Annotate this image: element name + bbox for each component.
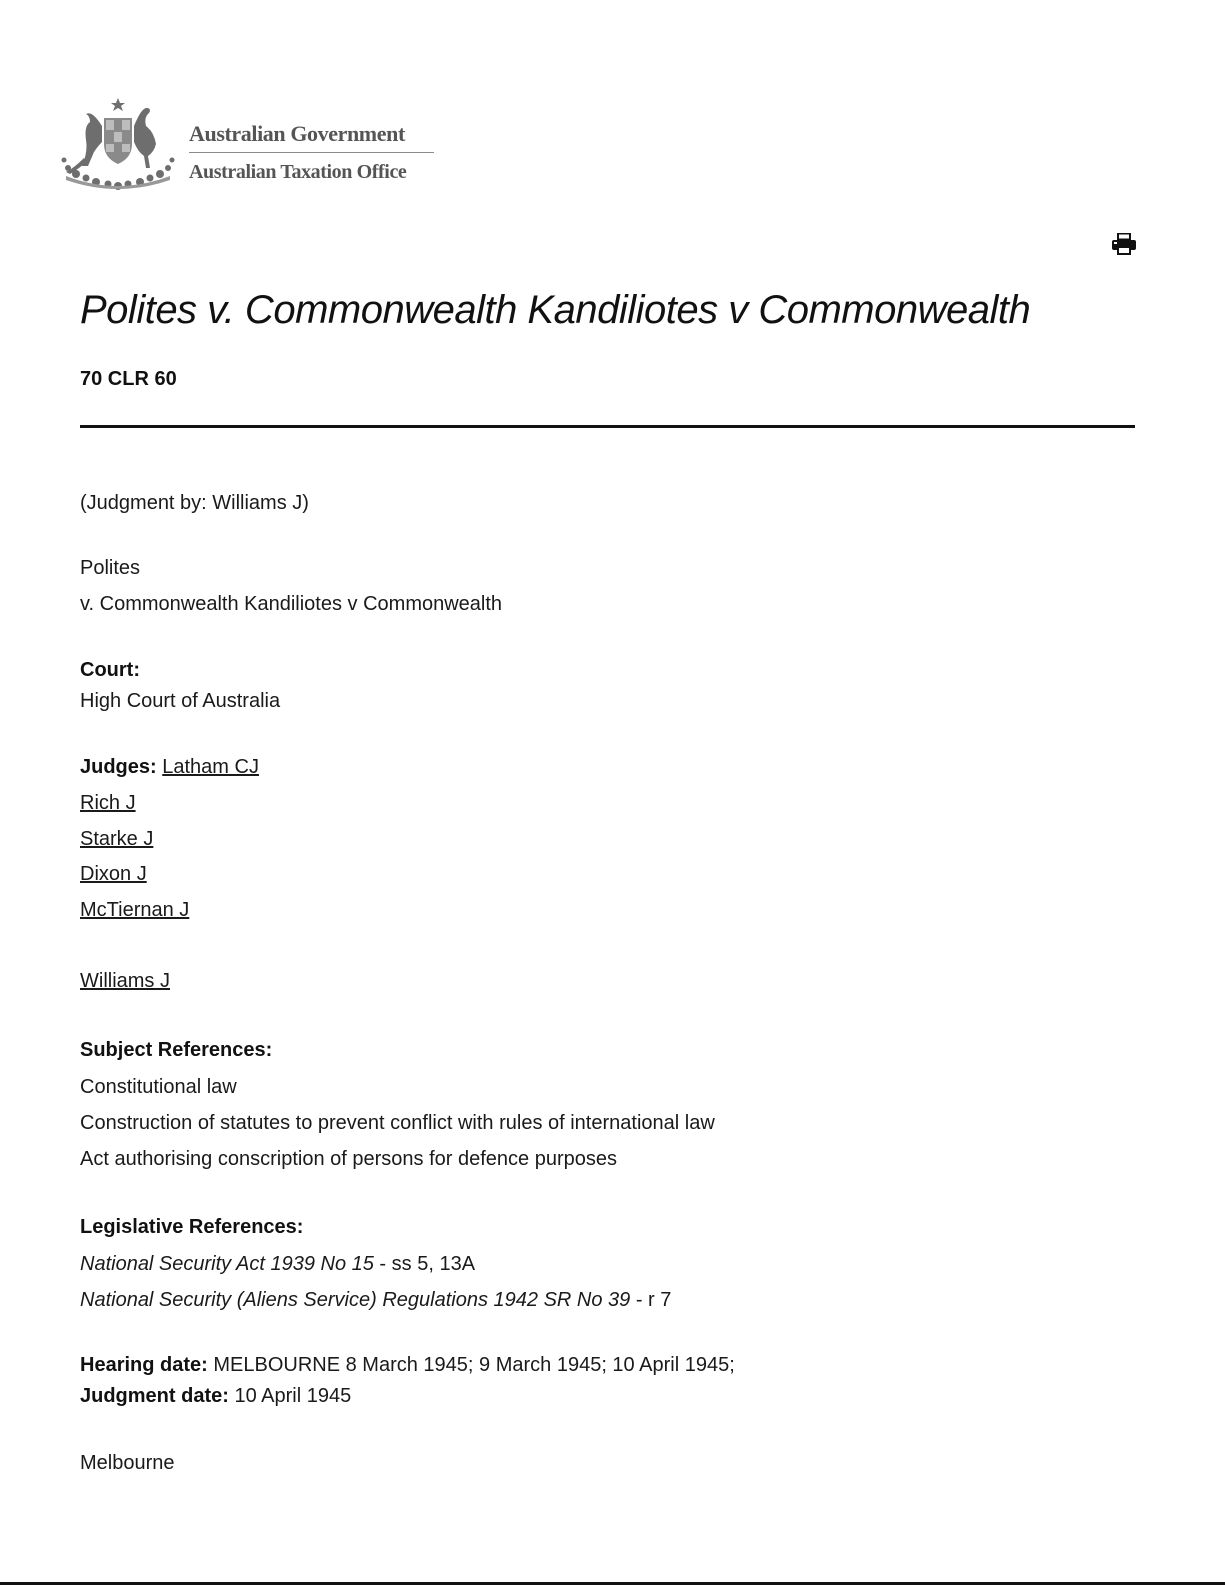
subject-references-label: Subject References: — [80, 1039, 273, 1061]
judges-row — [80, 754, 259, 780]
hearing-date-label: Hearing date: — [80, 1354, 208, 1376]
act-name: National Security (Aliens Service) Regulations 1942 SR No 39 — [80, 1289, 631, 1311]
act-section: - ss 5, 13A — [373, 1253, 476, 1275]
judgment-by: (Judgment by: Williams J) — [80, 492, 309, 514]
case-citation: 70 CLR 60 — [80, 368, 177, 390]
judge-link[interactable]: Dixon J — [80, 863, 147, 885]
coat-of-arms-icon — [56, 96, 180, 192]
logo-agency-text: Australian Taxation Office — [189, 161, 407, 183]
act-name: National Security Act 1939 No 15 — [80, 1253, 374, 1275]
logo-government-text: Australian Government — [189, 120, 434, 153]
logo-text — [189, 120, 434, 185]
legislative-reference — [80, 1251, 475, 1277]
subject-reference: Constitutional law — [80, 1076, 237, 1098]
court-label: Court: — [80, 659, 140, 681]
act-section: - r 7 — [630, 1289, 672, 1311]
hearing-date — [80, 1352, 735, 1378]
judge-link[interactable]: Starke J — [80, 828, 154, 850]
author-judge-link[interactable]: Williams J — [80, 970, 170, 992]
judgment-date-value: 10 April 1945 — [228, 1385, 352, 1407]
judge-link[interactable]: Latham CJ — [162, 756, 259, 778]
legislative-reference — [80, 1287, 671, 1313]
subject-reference: Construction of statutes to prevent conflict with rules of international law — [80, 1112, 715, 1134]
case-name-line2: v. Commonwealth Kandiliotes v Commonwealth — [80, 593, 503, 615]
title-divider — [80, 425, 1135, 428]
case-name-line1: Polites — [80, 557, 141, 579]
legislative-references-label: Legislative References: — [80, 1216, 304, 1238]
location: Melbourne — [80, 1452, 175, 1474]
judgment-date-label: Judgment date: — [80, 1385, 229, 1407]
judge-link[interactable]: Rich J — [80, 792, 136, 814]
ato-logo — [56, 96, 436, 192]
judges-label: Judges: — [80, 756, 157, 778]
printer-icon — [1110, 231, 1138, 257]
hearing-date-value: MELBOURNE 8 March 1945; 9 March 1945; 10 April 1945; — [207, 1354, 735, 1376]
page-title: Polites v. Commonwealth Kandiliotes v Commonwealth — [80, 288, 1031, 332]
judge-link[interactable]: McTiernan J — [80, 899, 190, 921]
subject-reference: Act authorising conscription of persons for defence purposes — [80, 1148, 617, 1170]
judgment-date — [80, 1383, 351, 1409]
print-button[interactable] — [1110, 231, 1138, 257]
court-value: High Court of Australia — [80, 690, 281, 712]
